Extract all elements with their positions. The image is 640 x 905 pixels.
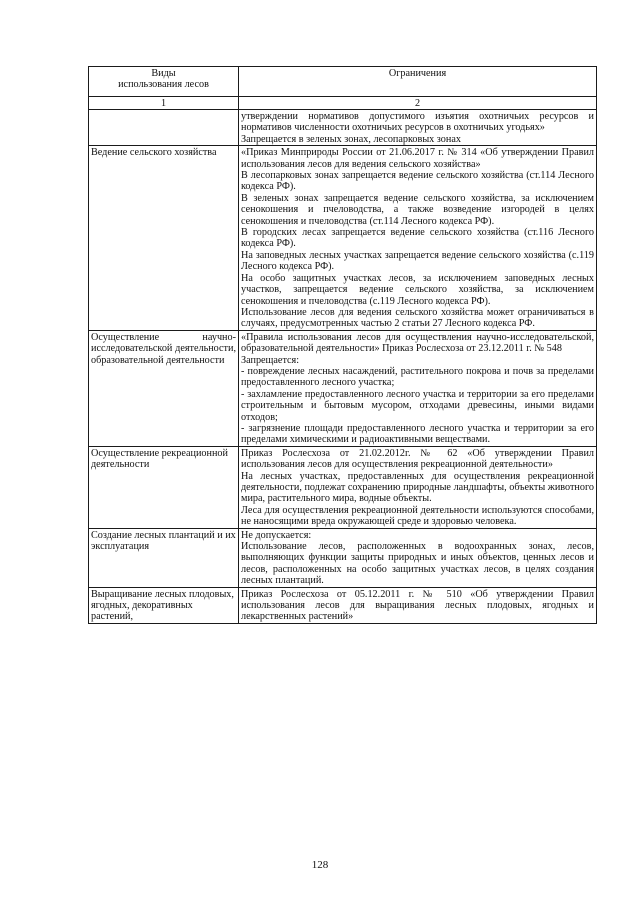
restrictions-cell [239,587,597,623]
restriction-paragraph: В городских лесах запрещается ведение сельского хозяйства (ст.116 Лесного кодекса РФ). [241,227,594,250]
forest-use-type-cell: Осуществление рекреационной деятельности [89,446,239,528]
restriction-paragraph: Использование лесов, расположенных в водоохранных зонах, лесов, выполняющих функции защиты природных и иных объектов, ценных лесов и лесов, расположенных на особо защитных участках лесов, в целях создания лесных плантаций. [241,541,594,587]
table-body [89,110,597,624]
restriction-paragraph: Не допускается: [241,529,312,541]
header-line: использования лесов [118,79,209,91]
restriction-paragraph: На заповедных лесных участках запрещается ведение сельского хозяйства (с.119 Лесного кодекса РФ). [241,249,594,273]
table-row [89,330,597,446]
header-restrictions: Ограничения [239,67,597,97]
table-row [89,587,597,623]
restriction-paragraph: - захламление предоставленного лесного участка и территории за его пределами строительным и бытовым мусором, отходами древесины, иными видами отходов; [241,388,594,423]
restriction-paragraph: Леса для осуществления рекреационной деятельности используются способами, не наносящими вреда окружающей среде и здоровью человека. [241,504,594,528]
column-number-1: 1 [89,97,239,110]
table-row [89,110,597,146]
restrictions-table [88,66,597,624]
restriction-paragraph: утверждении нормативов допустимого изъятия охотничьих ресурсов и нормативов численности охотничьих ресурсов в охотничьих угодьях» [241,111,594,134]
restrictions-cell [239,146,597,331]
restriction-paragraph: Запрещается: [241,354,300,366]
restriction-paragraph: На особо защитных участках лесов, за исключением заповедных лесных участков, запрещается ведение сельского хозяйства, за исключением сенокошения и пчеловодства (с.119 Лесного кодекса РФ). [241,272,594,307]
restriction-paragraph: На лесных участках, предоставленных для осуществления рекреационной деятельности, подлежат сохранению природные ландшафты, объекты животного мира, растительного мира, водные объекты. [241,470,594,505]
table-row [89,146,597,331]
restriction-paragraph: - загрязнение площади предоставленного лесного участка и территории за его пределами химическими и радиоактивными веществами. [241,422,594,446]
restriction-paragraph: Приказ Рослесхоза от 05.12.2011 г. № 510 «Об утверждении Правил использования лесов для выращивания лесных плодовых, ягодных и лекарственных растений» [241,588,594,623]
restriction-paragraph: В лесопарковых зонах запрещается ведение сельского хозяйства (ст.114 Лесного кодекса РФ). [241,170,594,193]
restrictions-cell [239,110,597,146]
table-row [89,446,597,528]
forest-use-type-cell: Выращивание лесных плодовых, ягодных, декоративных растений, [89,587,239,623]
restriction-paragraph: «Правила использования лесов для осуществления научно-исследовательской, образовательной деятельности» Приказ Рослесхоза от 23.12.2011 г. № 548 [241,331,594,355]
restriction-paragraph: Использование лесов для ведения сельского хозяйства может ограничиваться в случаях, предусмотренных частью 2 статьи 27 Лесного кодекса РФ. [241,306,594,330]
column-number-2: 2 [239,97,597,110]
page-number: 128 [311,859,329,871]
restriction-paragraph: Запрещается в зеленых зонах, лесопарковых зонах [241,133,461,145]
header-line: Виды [151,68,176,79]
restriction-paragraph: Приказ Рослесхоза от 21.02.2012г. № 62 «Об утверждении Правил использования лесов для осуществления рекреационной деятельности» [241,447,594,471]
restrictions-cell [239,446,597,528]
forest-use-type-cell: Создание лесных плантаций и их эксплуатация [89,528,239,587]
forest-use-type-cell: Осуществление научно-исследовательской деятельности, образовательной деятельности [89,330,239,446]
document-page [88,66,596,624]
restrictions-cell [239,330,597,446]
restriction-paragraph: «Приказ Минприроды России от 21.06.2017 г. № 314 «Об утверждении Правил использования лесов для ведения сельского хозяйства» [241,147,594,170]
restriction-paragraph: В зеленых зонах запрещается ведение сельского хозяйства, за исключением сенокошения и пчеловодства, а также возведение изгородей в целях сенокошения и пчеловодства (ст.114 Лесного кодекса РФ). [241,192,594,227]
restrictions-cell [239,528,597,587]
restriction-paragraph: - повреждение лесных насаждений, растительного покрова и почв за пределами предоставленного лесного участка; [241,365,594,389]
column-number-row [89,97,597,110]
header-forest-use-types [89,67,239,97]
table-header-row [89,67,597,97]
forest-use-type-cell [89,110,239,146]
table-row [89,528,597,587]
forest-use-type-cell: Ведение сельского хозяйства [89,146,239,331]
